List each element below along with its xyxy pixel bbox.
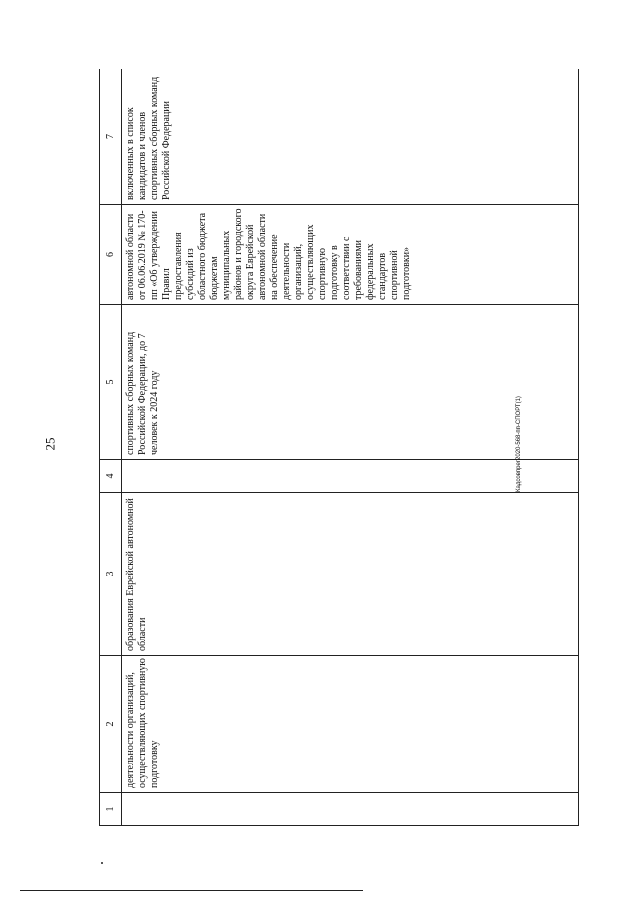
header-cell-2: 2 xyxy=(100,656,122,793)
cell-col1 xyxy=(122,793,579,826)
table-header-row xyxy=(100,69,122,826)
header-cell-7: 7 xyxy=(100,69,122,205)
header-cell-5: 5 xyxy=(100,305,122,460)
cell-col2: деятельности организаций, осуществляющих спортивную подготовку xyxy=(122,656,579,793)
header-cell-4: 4 xyxy=(100,460,122,493)
scan-speck xyxy=(101,862,103,864)
document-table-region xyxy=(99,69,579,826)
program-table xyxy=(99,69,579,826)
footer-document-code: Кадсовпрег2020-568-пп-СПОРТ(1) xyxy=(516,396,522,492)
cell-col7: включенных в список кандидатов и членов спортивных сборных команд Российской Федерации xyxy=(122,69,579,205)
page-number: 25 xyxy=(42,437,58,451)
cell-col3: образования Еврейской автономной области xyxy=(122,493,579,656)
header-cell-1: 1 xyxy=(100,793,122,826)
table-row xyxy=(122,69,579,826)
rotated-table xyxy=(99,69,579,826)
footnote-rule xyxy=(20,890,363,891)
header-cell-6: 6 xyxy=(100,205,122,305)
cell-col5: спортивных сборных команд Российской Федерации, до 7 человек к 2024 году xyxy=(122,305,579,460)
header-cell-3: 3 xyxy=(100,493,122,656)
cell-col6: автономной области от 06.06.2019 № 170-пп «Об утверждении Правил предоставления субсидий из областного бюджета бюджетам муниципальных районов и городского округа Еврейской автономной области на обеспечение деятельности организаций, осуществляющих спортивную подготовку в соответствии с требованиями федеральных стандартов спортивной подготовки» xyxy=(122,205,579,305)
cell-col4 xyxy=(122,460,579,493)
